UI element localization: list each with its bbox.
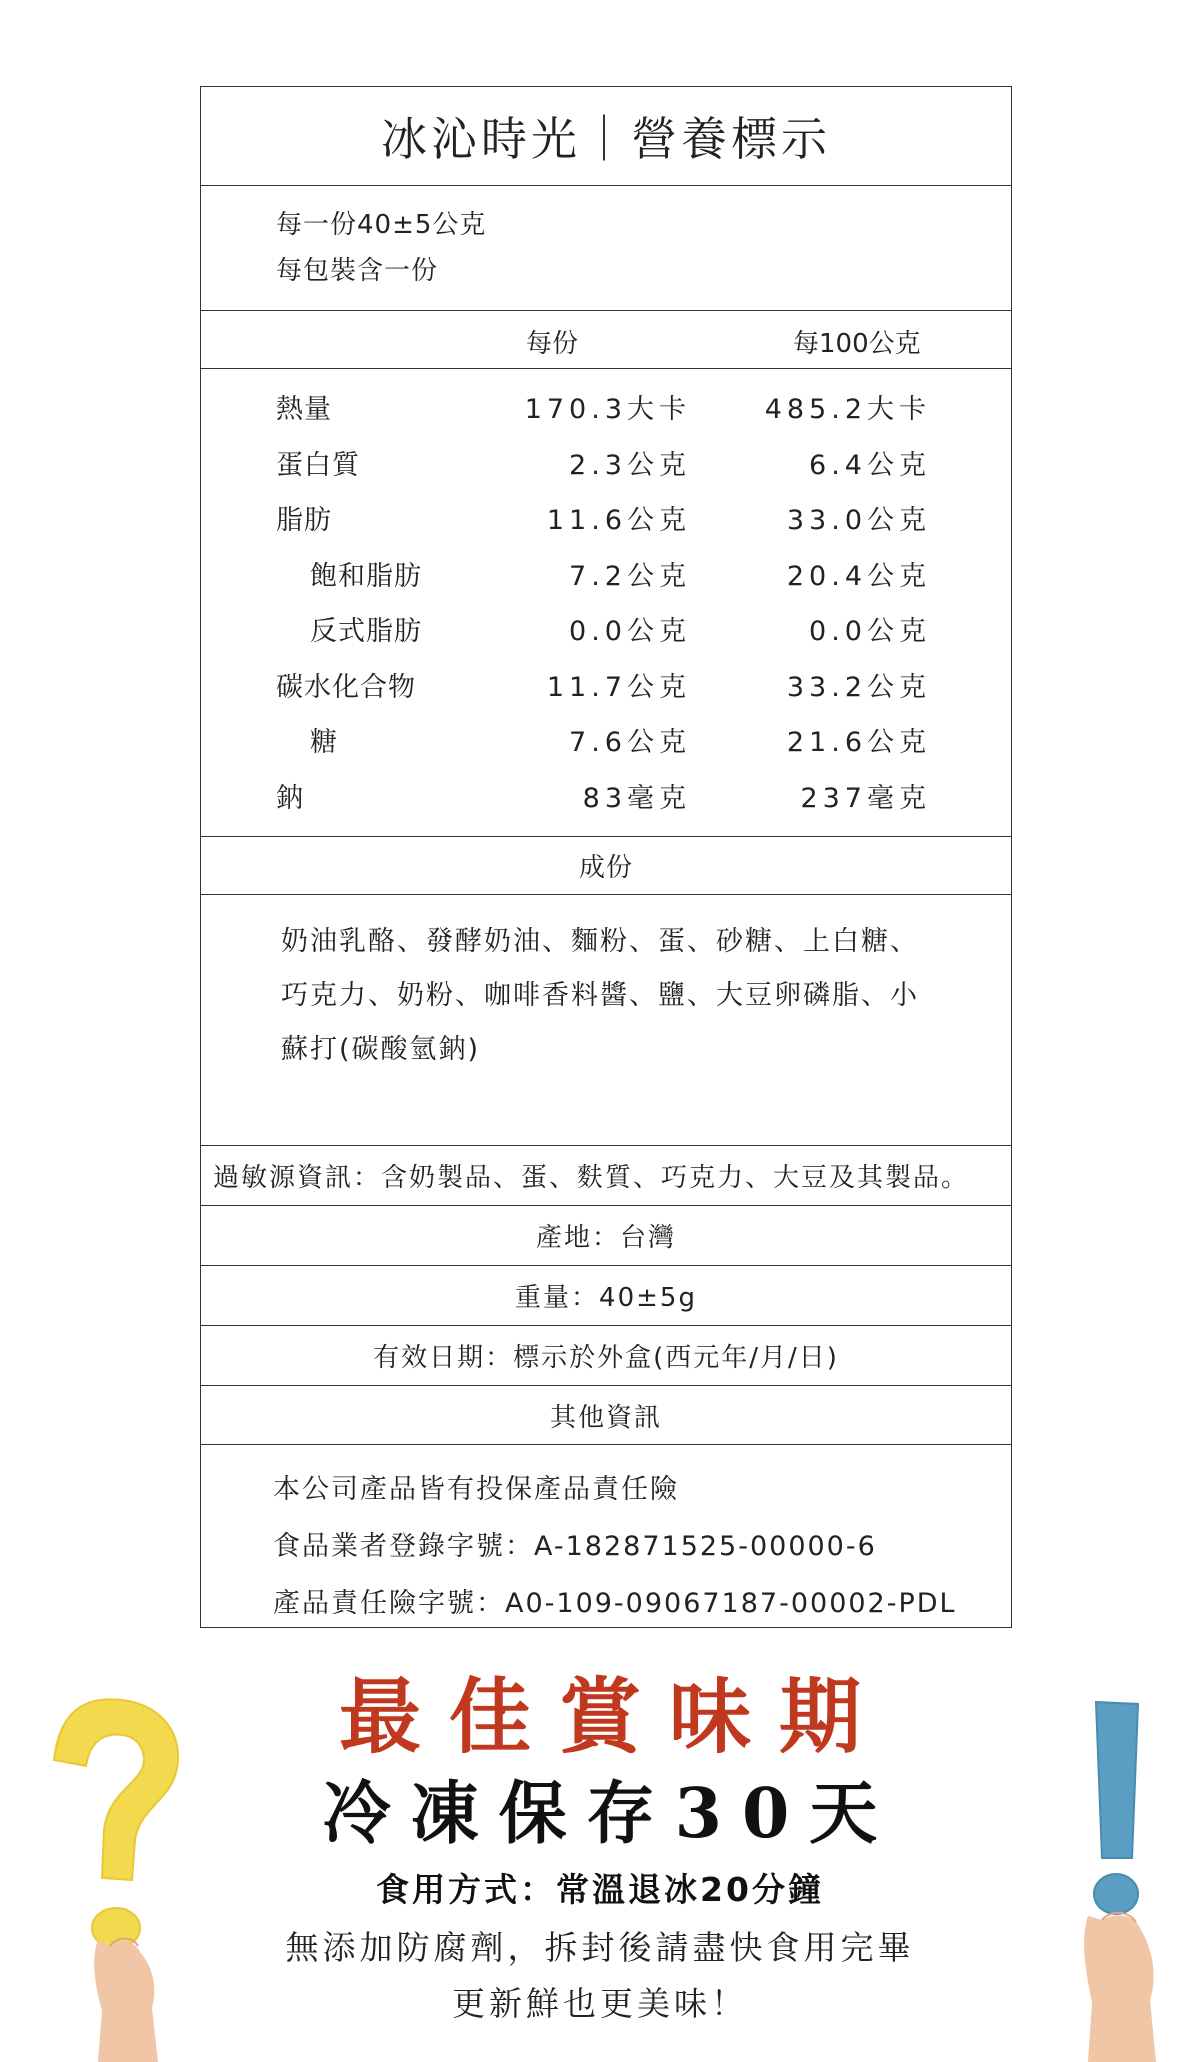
nutrient-per-serving: 83毫克 — [582, 782, 691, 814]
usage-instruction: 食用方式：常溫退冰20分鐘 — [376, 1870, 824, 1909]
nutrient-per-100g: 6.4公克 — [809, 449, 931, 481]
preservative-note: 無添加防腐劑，拆封後請盡快食用完畢 — [285, 1928, 915, 1967]
nutrient-per-serving: 170.3大卡 — [524, 394, 691, 425]
nutrient-name: 熱量 — [276, 394, 332, 425]
nutrient-row — [201, 443, 1011, 483]
nutrient-table — [201, 369, 1011, 837]
nutrient-name: 糖 — [310, 727, 338, 758]
nutrient-per-100g: 33.0公克 — [786, 505, 931, 536]
weight: 重量：40±5g — [201, 1266, 1011, 1326]
label-title: 冰沁時光｜營養標示 — [201, 87, 1011, 186]
expiry-date: 有效日期：標示於外盒(西元年/月/日) — [201, 1326, 1011, 1386]
allergen-info: 過敏源資訊：含奶製品、蛋、麩質、巧克力、大豆及其製品。 — [201, 1146, 1011, 1206]
exclamation-mark-sign-icon — [1040, 1690, 1190, 2062]
storage-instruction: 冷凍保存30天 — [322, 1774, 898, 1854]
nutrient-name: 蛋白質 — [276, 449, 360, 481]
ingredients-line: 奶油乳酪、發酵奶油、麵粉、蛋、砂糖、上白糖、 — [281, 926, 919, 957]
nutrient-per-100g: 485.2大卡 — [764, 394, 931, 425]
nutrient-per-100g: 237毫克 — [800, 782, 931, 814]
nutrient-per-100g: 33.2公克 — [786, 671, 931, 703]
col-per-100g: 每100公克 — [793, 329, 921, 359]
nutrient-name: 碳水化合物 — [276, 671, 416, 703]
origin: 產地：台灣 — [201, 1206, 1011, 1266]
nutrient-per-serving: 2.3公克 — [569, 449, 691, 481]
servings-per-pack: 每包裝含一份 — [276, 256, 439, 286]
best-before-title: 最佳賞味期 — [338, 1669, 889, 1765]
serving-size: 每一份40±5公克 — [276, 210, 487, 240]
ingredients-list — [201, 895, 1011, 1146]
nutrient-per-serving: 11.7公克 — [546, 671, 691, 703]
liability-insurance-number: 產品責任險字號：A0-109-09067187-00002-PDL — [273, 1588, 957, 1619]
nutrient-row — [201, 665, 1011, 705]
ingredients-line: 巧克力、奶粉、咖啡香料醬、鹽、大豆卵磷脂、小 — [281, 980, 919, 1011]
nutrient-name: 飽和脂肪 — [310, 560, 422, 592]
food-registration-number: 食品業者登錄字號：A-182871525-00000-6 — [273, 1531, 877, 1562]
ingredients-line: 蘇打(碳酸氫鈉) — [281, 1034, 481, 1065]
nutrient-per-serving: 7.2公克 — [569, 560, 691, 592]
nutrient-row — [201, 720, 1011, 760]
nutrient-row — [201, 498, 1011, 538]
nutrient-per-serving: 7.6公克 — [569, 727, 691, 758]
nutrient-row — [201, 554, 1011, 594]
serving-info — [201, 186, 1011, 311]
ingredients-heading: 成份 — [201, 837, 1011, 895]
nutrient-name: 脂肪 — [276, 505, 332, 536]
column-header — [201, 311, 1011, 369]
nutrient-per-serving: 11.6公克 — [546, 505, 691, 536]
nutrient-name: 鈉 — [276, 782, 304, 814]
nutrient-per-serving: 0.0公克 — [569, 616, 691, 647]
nutrient-per-100g: 21.6公克 — [786, 727, 931, 758]
col-per-serving: 每份 — [526, 329, 579, 359]
freshness-note: 更新鮮也更美味！ — [452, 1984, 748, 2023]
insurance-note: 本公司產品皆有投保產品責任險 — [273, 1474, 679, 1505]
nutrient-per-100g: 0.0公克 — [809, 616, 931, 647]
nutrient-row — [201, 387, 1011, 427]
nutrient-row — [201, 609, 1011, 649]
other-info — [201, 1445, 1011, 1627]
nutrient-name: 反式脂肪 — [310, 616, 422, 647]
nutrient-per-100g: 20.4公克 — [786, 560, 931, 592]
question-mark-sign-icon — [40, 1690, 190, 2062]
nutrition-label — [200, 86, 1012, 1628]
nutrient-row — [201, 776, 1011, 816]
other-info-heading: 其他資訊 — [201, 1386, 1011, 1445]
